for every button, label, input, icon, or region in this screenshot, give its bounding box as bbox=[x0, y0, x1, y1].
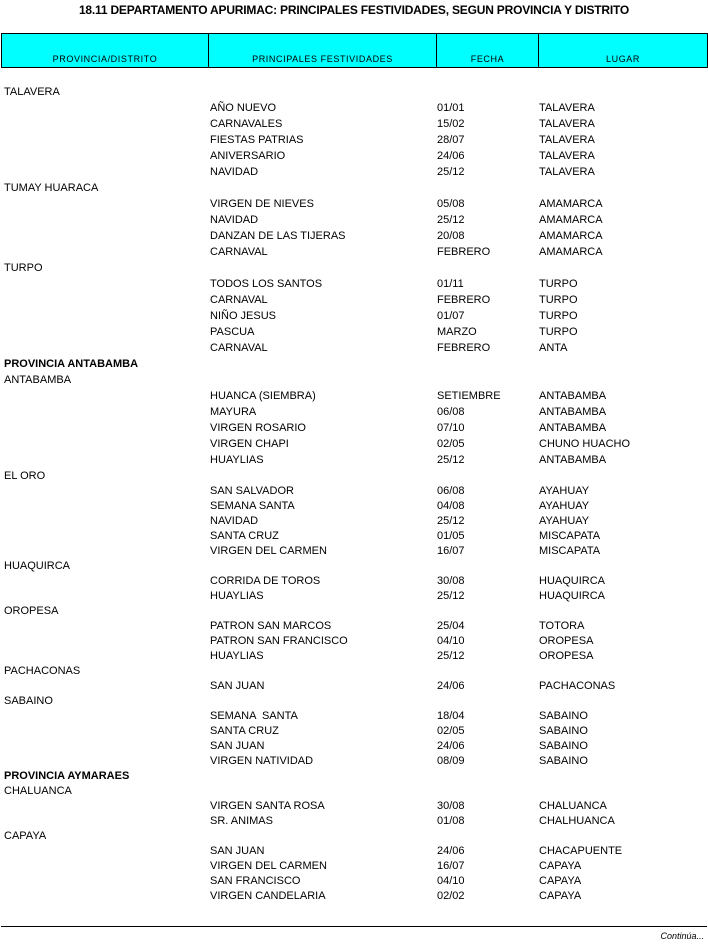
lugar-cell: CHACAPUENTE bbox=[539, 845, 623, 857]
table-row bbox=[0, 437, 708, 453]
fecha-cell: 04/10 bbox=[437, 875, 465, 887]
distrito-row bbox=[0, 85, 708, 101]
distrito-label: OROPESA bbox=[4, 605, 59, 617]
fecha-cell: 16/07 bbox=[437, 545, 465, 557]
fecha-cell: 01/05 bbox=[437, 530, 465, 542]
festividad-cell: AÑO NUEVO bbox=[210, 102, 277, 114]
fecha-cell: MARZO bbox=[437, 326, 477, 338]
festividad-cell: VIRGEN ROSARIO bbox=[210, 422, 306, 434]
festividad-cell: PATRON SAN MARCOS bbox=[210, 620, 332, 632]
fecha-cell: 04/08 bbox=[437, 500, 465, 512]
distrito-row bbox=[0, 694, 708, 709]
lugar-cell: SABAINO bbox=[539, 755, 588, 767]
festividad-cell: SR. ANIMAS bbox=[210, 815, 273, 827]
festividad-cell: VIRGEN CHAPI bbox=[210, 438, 289, 450]
table-row bbox=[0, 389, 708, 405]
lugar-cell: TOTORA bbox=[539, 620, 585, 632]
table-row bbox=[0, 724, 708, 739]
fecha-cell: 06/08 bbox=[437, 406, 465, 418]
table-row bbox=[0, 529, 708, 544]
festividad-cell: VIRGEN DEL CARMEN bbox=[210, 545, 327, 557]
distrito-label: TURPO bbox=[4, 262, 43, 274]
fecha-cell: 02/05 bbox=[437, 438, 465, 450]
table-row bbox=[0, 117, 708, 133]
festividad-cell: FIESTAS PATRIAS bbox=[210, 134, 304, 146]
lugar-cell: CAPAYA bbox=[539, 860, 582, 872]
festividad-cell: HUAYLIAS bbox=[210, 454, 264, 466]
table-row bbox=[0, 405, 708, 421]
lugar-cell: SABAINO bbox=[539, 710, 588, 722]
lugar-cell: TURPO bbox=[539, 326, 578, 338]
continua-note: Continúa... bbox=[660, 931, 704, 941]
table-row bbox=[0, 101, 708, 117]
table-row bbox=[0, 165, 708, 181]
festividad-cell: TODOS LOS SANTOS bbox=[210, 278, 323, 290]
lugar-cell: SABAINO bbox=[539, 725, 588, 737]
festividad-cell: CARNAVALES bbox=[210, 118, 283, 130]
fecha-cell: 07/10 bbox=[437, 422, 465, 434]
fecha-cell: 01/01 bbox=[437, 102, 465, 114]
festividad-cell: SANTA CRUZ bbox=[210, 530, 279, 542]
table-row bbox=[0, 309, 708, 325]
table-row bbox=[0, 499, 708, 514]
fecha-cell: 24/06 bbox=[437, 740, 465, 752]
fecha-cell: 25/04 bbox=[437, 620, 465, 632]
table-row bbox=[0, 421, 708, 437]
lugar-cell: AMAMARCA bbox=[539, 246, 603, 258]
festividad-cell: NAVIDAD bbox=[210, 166, 259, 178]
table-row bbox=[0, 589, 708, 604]
distrito-row bbox=[0, 559, 708, 574]
distrito-label: TALAVERA bbox=[4, 86, 60, 98]
festividad-cell: SEMANA SANTA bbox=[210, 500, 295, 512]
distrito-label: ANTABAMBA bbox=[4, 374, 72, 386]
lugar-cell: AMAMARCA bbox=[539, 230, 603, 242]
header-lugar: LUGAR bbox=[538, 34, 707, 67]
table-row bbox=[0, 133, 708, 149]
fecha-cell: 25/12 bbox=[437, 454, 465, 466]
distrito-label: EL ORO bbox=[4, 470, 46, 482]
table-row bbox=[0, 889, 708, 904]
festividad-cell: SAN SALVADOR bbox=[210, 485, 294, 497]
lugar-cell: CAPAYA bbox=[539, 875, 582, 887]
distrito-label: CHALUANCA bbox=[4, 785, 72, 797]
table-row bbox=[0, 844, 708, 859]
table-row bbox=[0, 859, 708, 874]
fecha-cell: 28/07 bbox=[437, 134, 465, 146]
lugar-cell: OROPESA bbox=[539, 635, 594, 647]
fecha-cell: 01/08 bbox=[437, 815, 465, 827]
fecha-cell: 24/06 bbox=[437, 150, 465, 162]
distrito-label: TUMAY HUARACA bbox=[4, 182, 99, 194]
lugar-cell: HUAQUIRCA bbox=[539, 575, 606, 587]
table-body bbox=[0, 85, 708, 904]
fecha-cell: 25/12 bbox=[437, 515, 465, 527]
fecha-cell: 24/06 bbox=[437, 680, 465, 692]
table-row bbox=[0, 799, 708, 814]
table-row bbox=[0, 739, 708, 754]
bottom-rule bbox=[1, 926, 707, 927]
fecha-cell: 25/12 bbox=[437, 214, 465, 226]
distrito-row bbox=[0, 604, 708, 619]
table-row bbox=[0, 245, 708, 261]
header-festividades: PRINCIPALES FESTIVIDADES bbox=[208, 34, 436, 67]
fecha-cell: 30/08 bbox=[437, 800, 465, 812]
festividad-cell: SAN JUAN bbox=[210, 845, 265, 857]
provincia-label: PROVINCIA AYMARAES bbox=[4, 770, 130, 782]
table-row bbox=[0, 149, 708, 165]
lugar-cell: ANTABAMBA bbox=[539, 390, 607, 402]
festividad-cell: CARNAVAL bbox=[210, 342, 268, 354]
table-row bbox=[0, 814, 708, 829]
festividad-cell: MAYURA bbox=[210, 406, 257, 418]
festividad-cell: CORRIDA DE TOROS bbox=[210, 575, 321, 587]
distrito-label: CAPAYA bbox=[4, 830, 47, 842]
festividad-cell: HUAYLIAS bbox=[210, 590, 264, 602]
lugar-cell: TALAVERA bbox=[539, 102, 595, 114]
table-row bbox=[0, 619, 708, 634]
distrito-label: SABAINO bbox=[4, 695, 53, 707]
fecha-cell: 04/10 bbox=[437, 635, 465, 647]
festividad-cell: VIRGEN DEL CARMEN bbox=[210, 860, 327, 872]
lugar-cell: ANTA bbox=[539, 342, 568, 354]
lugar-cell: ANTABAMBA bbox=[539, 406, 607, 418]
table-row bbox=[0, 574, 708, 589]
fecha-cell: 06/08 bbox=[437, 485, 465, 497]
fecha-cell: 01/07 bbox=[437, 310, 465, 322]
fecha-cell: 25/12 bbox=[437, 590, 465, 602]
distrito-row bbox=[0, 664, 708, 679]
lugar-cell: OROPESA bbox=[539, 650, 594, 662]
lugar-cell: TURPO bbox=[539, 310, 578, 322]
table-row bbox=[0, 544, 708, 559]
lugar-cell: AMAMARCA bbox=[539, 198, 603, 210]
festividad-cell: SAN JUAN bbox=[210, 740, 265, 752]
festividad-cell: HUANCA (SIEMBRA) bbox=[210, 390, 316, 402]
distrito-row bbox=[0, 469, 708, 484]
fecha-cell: 25/12 bbox=[437, 650, 465, 662]
lugar-cell: PACHACONAS bbox=[539, 680, 616, 692]
table-row bbox=[0, 754, 708, 769]
header-fecha: FECHA bbox=[436, 34, 538, 67]
distrito-row bbox=[0, 829, 708, 844]
festividad-cell: SAN JUAN bbox=[210, 680, 265, 692]
lugar-cell: MISCAPATA bbox=[539, 545, 601, 557]
lugar-cell: TALAVERA bbox=[539, 150, 595, 162]
lugar-cell: TALAVERA bbox=[539, 166, 595, 178]
table-row bbox=[0, 634, 708, 649]
table-row bbox=[0, 709, 708, 724]
fecha-cell: 25/12 bbox=[437, 166, 465, 178]
table-row bbox=[0, 514, 708, 529]
fecha-cell: FEBRERO bbox=[437, 342, 491, 354]
fecha-cell: 20/08 bbox=[437, 230, 465, 242]
table-header bbox=[1, 33, 708, 68]
lugar-cell: TALAVERA bbox=[539, 134, 595, 146]
table-row bbox=[0, 649, 708, 664]
fecha-cell: 24/06 bbox=[437, 845, 465, 857]
festividad-cell: NIÑO JESUS bbox=[210, 310, 277, 322]
table-row bbox=[0, 197, 708, 213]
lugar-cell: AYAHUAY bbox=[539, 515, 590, 527]
fecha-cell: 08/09 bbox=[437, 755, 465, 767]
festividad-cell: CARNAVAL bbox=[210, 294, 268, 306]
festividad-cell: ANIVERSARIO bbox=[210, 150, 286, 162]
festividad-cell: NAVIDAD bbox=[210, 214, 259, 226]
festividad-cell: PASCUA bbox=[210, 326, 255, 338]
festividad-cell: VIRGEN DE NIEVES bbox=[210, 198, 314, 210]
distrito-row bbox=[0, 373, 708, 389]
lugar-cell: ANTABAMBA bbox=[539, 422, 607, 434]
table-row bbox=[0, 293, 708, 309]
table-row bbox=[0, 325, 708, 341]
page-title: 18.11 DEPARTAMENTO APURIMAC: PRINCIPALES FESTIVIDADES, SEGUN PROVINCIA Y DISTRITO bbox=[78, 3, 630, 17]
distrito-label: HUAQUIRCA bbox=[4, 560, 71, 572]
lugar-cell: ANTABAMBA bbox=[539, 454, 607, 466]
lugar-cell: AMAMARCA bbox=[539, 214, 603, 226]
distrito-row bbox=[0, 181, 708, 197]
festividad-cell: SEMANA SANTA bbox=[210, 710, 298, 722]
provincia-row bbox=[0, 769, 708, 784]
table-row bbox=[0, 484, 708, 499]
festividad-cell: VIRGEN NATIVIDAD bbox=[210, 755, 314, 767]
lugar-cell: CHUNO HUACHO bbox=[539, 438, 631, 450]
festividad-cell: PATRON SAN FRANCISCO bbox=[210, 635, 348, 647]
table-row bbox=[0, 341, 708, 357]
festividad-cell: DANZAN DE LAS TIJERAS bbox=[210, 230, 346, 242]
fecha-cell: SETIEMBRE bbox=[437, 390, 501, 402]
table-row bbox=[0, 277, 708, 293]
festividad-cell: CARNAVAL bbox=[210, 246, 268, 258]
lugar-cell: TALAVERA bbox=[539, 118, 595, 130]
festividad-cell: VIRGEN CANDELARIA bbox=[210, 890, 326, 902]
distrito-row bbox=[0, 784, 708, 799]
festividad-cell: NAVIDAD bbox=[210, 515, 259, 527]
table-row bbox=[0, 229, 708, 245]
fecha-cell: FEBRERO bbox=[437, 294, 491, 306]
lugar-cell: HUAQUIRCA bbox=[539, 590, 606, 602]
fecha-cell: FEBRERO bbox=[437, 246, 491, 258]
fecha-cell: 02/05 bbox=[437, 725, 465, 737]
fecha-cell: 18/04 bbox=[437, 710, 465, 722]
distrito-row bbox=[0, 261, 708, 277]
table-row bbox=[0, 453, 708, 469]
lugar-cell: TURPO bbox=[539, 294, 578, 306]
lugar-cell: TURPO bbox=[539, 278, 578, 290]
distrito-label: PACHACONAS bbox=[4, 665, 81, 677]
lugar-cell: AYAHUAY bbox=[539, 500, 590, 512]
lugar-cell: CAPAYA bbox=[539, 890, 582, 902]
table-row bbox=[0, 213, 708, 229]
festividad-cell: VIRGEN SANTA ROSA bbox=[210, 800, 325, 812]
fecha-cell: 30/08 bbox=[437, 575, 465, 587]
lugar-cell: CHALHUANCA bbox=[539, 815, 615, 827]
table-row bbox=[0, 679, 708, 694]
festividad-cell: HUAYLIAS bbox=[210, 650, 264, 662]
festividad-cell: SAN FRANCISCO bbox=[210, 875, 301, 887]
festividad-cell: SANTA CRUZ bbox=[210, 725, 279, 737]
fecha-cell: 05/08 bbox=[437, 198, 465, 210]
provincia-row bbox=[0, 357, 708, 373]
lugar-cell: AYAHUAY bbox=[539, 485, 590, 497]
lugar-cell: MISCAPATA bbox=[539, 530, 601, 542]
table-row bbox=[0, 874, 708, 889]
fecha-cell: 02/02 bbox=[437, 890, 465, 902]
lugar-cell: CHALUANCA bbox=[539, 800, 607, 812]
fecha-cell: 16/07 bbox=[437, 860, 465, 872]
fecha-cell: 01/11 bbox=[437, 278, 464, 290]
fecha-cell: 15/02 bbox=[437, 118, 465, 130]
header-provincia-distrito: PROVINCIA/DISTRITO bbox=[52, 54, 158, 64]
lugar-cell: SABAINO bbox=[539, 740, 588, 752]
provincia-label: PROVINCIA ANTABAMBA bbox=[4, 358, 139, 370]
